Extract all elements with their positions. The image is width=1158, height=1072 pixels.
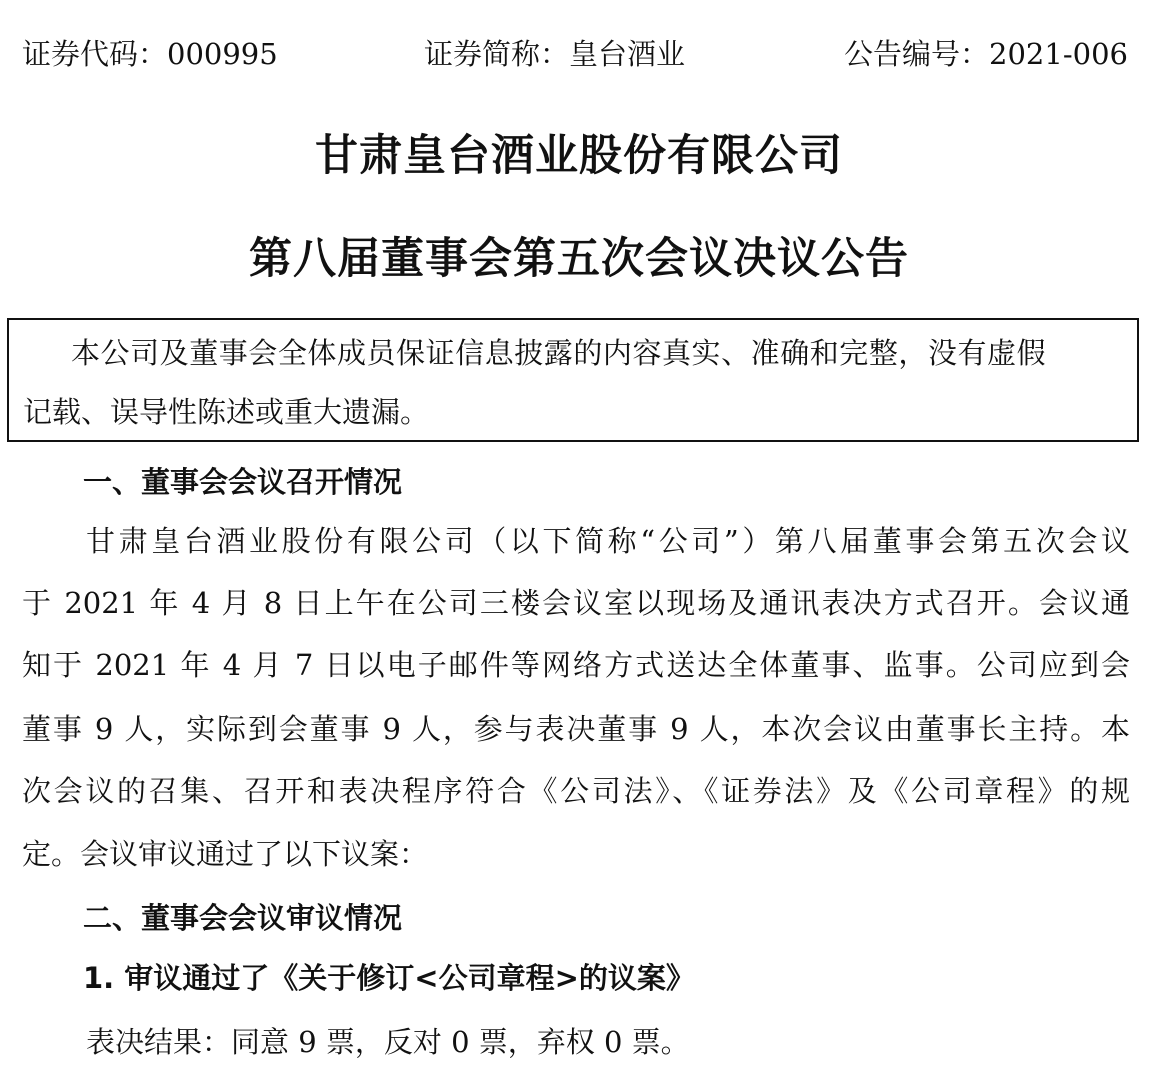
disclaimer-line: 本公司及董事会全体成员保证信息披露的内容真实、准确和完整，没有虚假 (71, 336, 1047, 370)
paragraph-line: 甘肃皇台酒业股份有限公司（以下简称“公司”）第八届董事会第五次会议 (86, 524, 1130, 558)
stock-code: 证券代码：000995 (22, 37, 278, 71)
disclaimer-box (7, 318, 1139, 442)
stock-short-name: 证券简称：皇台酒业 (424, 37, 686, 71)
notice-number: 公告编号：2021-006 (844, 37, 1128, 71)
section-heading-review: 二、董事会会议审议情况 (83, 901, 403, 935)
document-header (22, 32, 1128, 76)
paragraph-line: 定。会议审议通过了以下议案： (22, 837, 429, 871)
section-heading-meeting: 一、董事会会议召开情况 (83, 465, 403, 499)
paragraph-line: 董事 9 人，实际到会董事 9 人，参与表决董事 9 人，本次会议由董事长主持。本 (22, 712, 1130, 746)
resolution-item-title: 1. 审议通过了《关于修订<公司章程>的议案》 (83, 961, 695, 995)
paragraph-line: 次会议的召集、召开和表决程序符合《公司法》、《证券法》及《公司章程》的规 (22, 774, 1130, 808)
disclaimer-line: 记载、误导性陈述或重大遗漏。 (23, 395, 430, 429)
vote-result: 表决结果：同意 9 票，反对 0 票，弃权 0 票。 (86, 1025, 690, 1059)
paragraph-line: 于 2021 年 4 月 8 日上午在公司三楼会议室以现场及通讯表决方式召开。会议通 (22, 586, 1130, 620)
notice-title: 第八届董事会第五次会议决议公告 (249, 234, 909, 284)
company-title: 甘肃皇台酒业股份有限公司 (315, 131, 843, 181)
paragraph-line: 知于 2021 年 4 月 7 日以电子邮件等网络方式送达全体董事、监事。公司应到会 (22, 648, 1130, 682)
